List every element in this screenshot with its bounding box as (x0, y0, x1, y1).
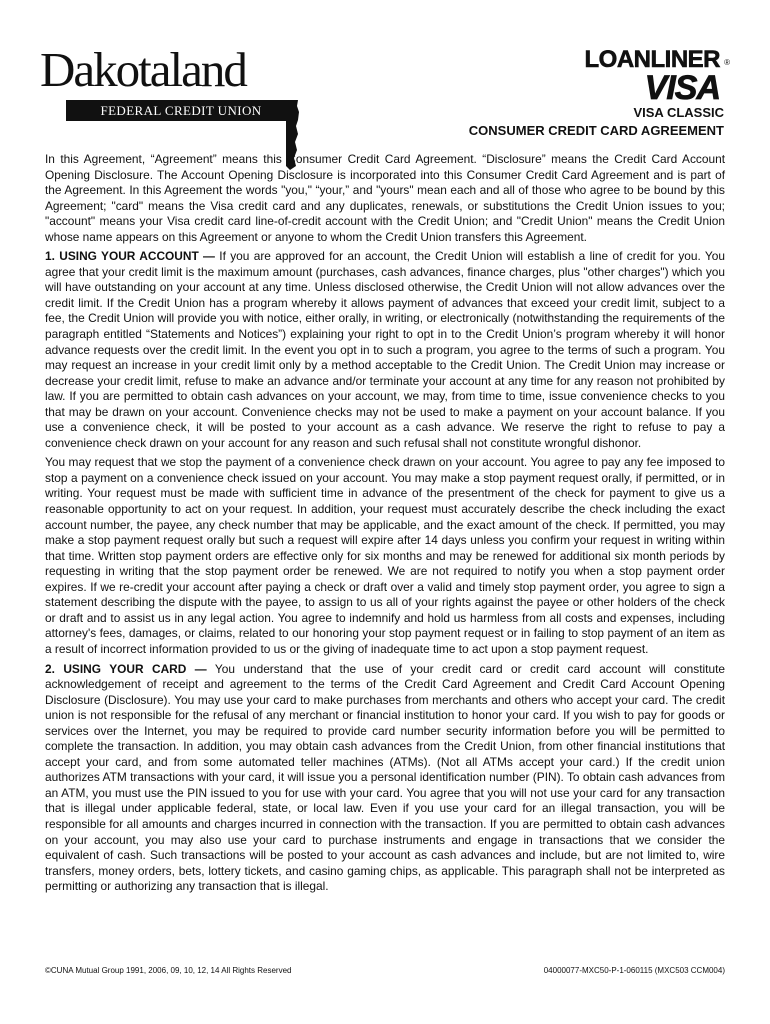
section-2-paragraph (45, 662, 725, 895)
loanliner-wordmark: LOANLINER (584, 46, 720, 73)
credit-union-subtitle: FEDERAL CREDIT UNION (100, 103, 262, 118)
credit-union-logo (40, 42, 300, 137)
loanliner-visa-logo (560, 46, 730, 106)
registered-mark: ® (724, 58, 730, 67)
section-1-text: If you are approved for an account, the Credit Union will establish a line of credit for you. You agree that your credit limit is the maximum amount (purchases, cash advances, finance charges, plus "other charges") which you will have outstanding on your account at any time. Unless disclosed otherwise, the Credit Union will not allow advances over the credit limit. If the Credit Union has a program whereby it allows payment of advances that exceed your credit limit, subject to a fee, the Credit Union will provide you with notice, either orally, in writing, or electronically (notwithstanding the requirements of the paragraph entitled “Statements and Notices”) explaining your right to opt in to the Credit Union’s program whereby it will honor advance requests over the credit limit. In the event you opt in to such a program, you agree to the terms of such a program. You may request an increase in your credit limit only by a method acceptable to the Credit Union. The Credit Union may increase or decrease your credit limit, refuse to make an advance and/or terminate your account at any time for any reason not prohibited by law. If you are permitted to obtain cash advances on your account, we may, from time to time, issue convenience checks to you that may be drawn on your account. Convenience checks may not be used to make a payment on your account balance. If you use a convenience check, it will be posted to your account as a cash advance. We reserve the right to refuse to pay a convenience check drawn on your account for any reason and such refusal shall not constitute wrongful dishonor. (45, 249, 725, 450)
section-1-stop-payment-paragraph: You may request that we stop the payment of a convenience check drawn on your account. You agree to pay any fee imposed to stop a payment on a convenience check issued on your account. You may make a stop payment request orally, if permitted, or in writing. Your request must be made with sufficient time in advance of the presentment of the check for payment to give us a reasonable opportunity to act on your request. In addition, your request must accurately describe the check including the exact account number, the payee, any check number that may be applicable, and the exact amount of the check. If permitted, you may make a stop payment request orally but such a request will expire after 14 days unless you confirm your request in writing within that time. Written stop payment orders are effective only for six months and may be renewed for additional six month periods by requesting in writing that the stop payment order be renewed. We are not required to notify you when a stop payment order expires. If we re-credit your account after paying a check or draft over a valid and timely stop payment order, you agree to sign a statement describing the dispute with the payee, to assign to us all of your rights against the payee or other holders of the check or draft and to assist us in any legal action. You agree to indemnify and hold us harmless from all costs and expenses, including attorney's fees, damages, or claims, related to our honoring your stop payment request or in failing to stop payment of an item as a result of incorrect information provided to us or the giving of inadequate time to act upon a stop payment request. (45, 455, 725, 656)
section-1-paragraph (45, 249, 725, 451)
agreement-title: CONSUMER CREDIT CARD AGREEMENT (468, 123, 724, 138)
agreement-body (45, 152, 725, 899)
section-2-heading: 2. USING YOUR CARD — (45, 661, 207, 676)
credit-union-subtitle-bar (66, 100, 296, 121)
copyright-notice: ©CUNA Mutual Group 1991, 2006, 09, 10, 12, 14 All Rights Reserved (45, 966, 292, 975)
intro-paragraph: In this Agreement, “Agreement” means this Consumer Credit Card Agreement. “Disclosure” means the Credit Card Account Opening Disclosure. The Account Opening Disclosure is incorporated into this Consumer Credit Card Agreement and is part of the Agreement. In this Agreement the words "you," “your,” and "yours" mean each and all of those who agree to be bound by this Agreement; "card" means the Visa credit card and any duplicates, renewals, or substitutions the Credit Union issues to you; "account" means your Visa credit card line-of-credit account with the Credit Union; and "Credit Union" means the Credit Union whose name appears on this Agreement or anyone to whom the Credit Union transfers this Agreement. (45, 152, 725, 244)
form-code: 04000077-MXC50-P-1-060115 (MXC503 CCM004) (543, 966, 725, 975)
credit-union-name: Dakotaland (40, 42, 246, 97)
document-title-block (469, 104, 724, 140)
visa-wordmark: VISA (644, 69, 720, 107)
section-2-text: You understand that the use of your credit card or credit card account will constitute acknowledgement of receipt and agreement to the terms of the Credit Card Agreement and Credit Card Account Opening Disclosure (Disclosure). You may use your card to make purchases from merchants and others who accept your card. The credit union is not responsible for the refusal of any merchant or financial institution to honor your card. If you wish to pay for goods or services over the Internet, you may be required to provide card number security information before you will be permitted to complete the transaction. In addition, you may obtain cash advances from the Credit Union, from other financial institutions that accept your card, and from some automated teller machines (ATMs). (Not all ATMs accept your card.) If the credit union authorizes ATM transactions with your card, it will issue you a personal identification number (PIN). To obtain cash advances from an ATM, you must use the PIN issued to you for use with your card. You agree that you will not use your card for any transaction that is illegal under applicable federal, state, or local law. Even if you use your card for an illegal transaction, you will be responsible for all amounts and charges incurred in connection with the transaction. If you are permitted to obtain cash advances on your account, you may also use your card to purchase instruments and engage in transactions that we consider the equivalent of cash. Such transactions will be posted to your account as cash advances and include, but are not limited to, wire transfers, money orders, bets, lottery tickets, and casino gaming chips, as applicable. This paragraph shall not be interpreted as permitting or authorizing any transaction that is illegal. (45, 661, 725, 894)
section-1-heading: 1. USING YOUR ACCOUNT — (45, 249, 215, 264)
card-type-title: VISA CLASSIC (633, 105, 724, 120)
